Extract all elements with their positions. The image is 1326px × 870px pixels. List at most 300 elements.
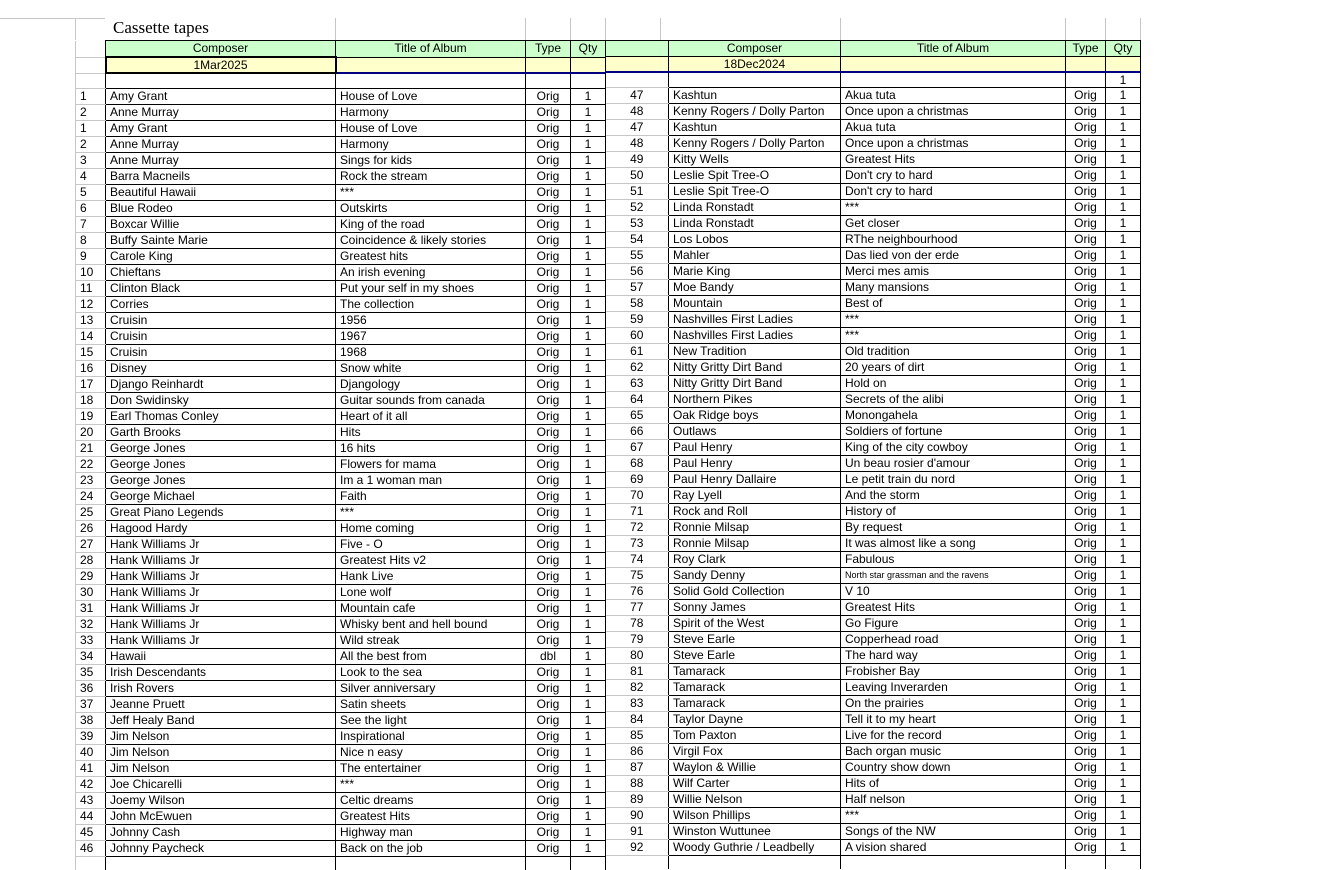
cell-composer[interactable]: Steve Earle <box>669 648 841 664</box>
cell-composer[interactable]: Barra Macneils <box>106 169 336 185</box>
cell-album-title[interactable]: Leaving Inverarden <box>841 680 1066 696</box>
cell-row-number[interactable]: 13 <box>76 313 106 329</box>
cell-row-number[interactable]: 57 <box>606 280 669 296</box>
cell-composer[interactable]: Hank Williams Jr <box>106 617 336 633</box>
cell-qty[interactable]: 1 <box>571 249 606 265</box>
cell-composer[interactable]: Virgil Fox <box>669 744 841 760</box>
cell-album-title[interactable]: On the prairies <box>841 696 1066 712</box>
cell-album-title[interactable]: *** <box>336 777 526 793</box>
cell-album-title[interactable] <box>336 73 526 89</box>
cell-type[interactable]: Orig <box>1066 232 1106 248</box>
cell-row-number[interactable]: 67 <box>606 440 669 456</box>
cell-album-title[interactable]: It was almost like a song <box>841 536 1066 552</box>
cell-album-title[interactable]: Rock the stream <box>336 169 526 185</box>
cell-row-number[interactable]: 70 <box>606 488 669 504</box>
cell-qty[interactable]: 1 <box>1106 248 1141 264</box>
cell-album-title[interactable]: Look to the sea <box>336 665 526 681</box>
cell-qty[interactable]: 1 <box>1106 680 1141 696</box>
cell-album-title[interactable]: History of <box>841 504 1066 520</box>
cell-composer[interactable]: Anne Murray <box>106 105 336 121</box>
cell-row-number[interactable]: 41 <box>76 761 106 777</box>
date-cell-selected[interactable]: 1Mar2025 <box>106 57 336 73</box>
cell-type[interactable]: Orig <box>1066 824 1106 840</box>
cell-qty[interactable]: 1 <box>1106 664 1141 680</box>
cell-composer[interactable]: Tom Paxton <box>669 728 841 744</box>
cell-type[interactable]: Orig <box>1066 840 1106 856</box>
cell-album-title[interactable]: Hold on <box>841 376 1066 392</box>
cell-composer[interactable]: Roy Clark <box>669 552 841 568</box>
cell-type[interactable]: Orig <box>526 393 571 409</box>
cell-album-title[interactable]: 16 hits <box>336 441 526 457</box>
cell-composer[interactable]: Hagood Hardy <box>106 521 336 537</box>
cell-row-number[interactable]: 82 <box>606 680 669 696</box>
cell-composer[interactable]: Kitty Wells <box>669 152 841 168</box>
cell-composer[interactable]: Nashvilles First Ladies <box>669 312 841 328</box>
cell-album-title[interactable]: Harmony <box>336 105 526 121</box>
date-row-cell[interactable] <box>526 57 571 73</box>
cell-album-title[interactable]: Five - O <box>336 537 526 553</box>
header-qty[interactable]: Qty <box>571 41 606 58</box>
cell-type[interactable]: Orig <box>1066 616 1106 632</box>
cell-album-title[interactable]: Snow white <box>336 361 526 377</box>
cell-row-number[interactable]: 42 <box>76 777 106 793</box>
cell-row-number[interactable]: 66 <box>606 424 669 440</box>
cell-row-number[interactable]: 26 <box>76 521 106 537</box>
cell-composer[interactable]: Leslie Spit Tree-O <box>669 184 841 200</box>
cell-row-number[interactable]: 79 <box>606 632 669 648</box>
cell-composer[interactable]: Anne Murray <box>106 153 336 169</box>
cell-row-number[interactable]: 1 <box>76 89 106 105</box>
cell-composer[interactable]: Leslie Spit Tree-O <box>669 168 841 184</box>
cell-album-title[interactable]: Heart of it all <box>336 409 526 425</box>
cell-album-title[interactable]: Hits <box>336 425 526 441</box>
cell-qty[interactable]: 1 <box>571 809 606 825</box>
cell-row-number[interactable]: 16 <box>76 361 106 377</box>
cell-qty[interactable]: 1 <box>1106 376 1141 392</box>
cell-composer[interactable]: Johnny Paycheck <box>106 841 336 857</box>
cell-composer[interactable]: Spirit of the West <box>669 616 841 632</box>
cell-album-title[interactable]: Secrets of the alibi <box>841 392 1066 408</box>
cell-type[interactable]: Orig <box>526 409 571 425</box>
cell-qty[interactable]: 1 <box>571 105 606 121</box>
cell-composer[interactable]: Jeff Healy Band <box>106 713 336 729</box>
cell-qty[interactable]: 1 <box>571 89 606 105</box>
cell-row-number[interactable]: 30 <box>76 585 106 601</box>
cell-composer[interactable]: Garth Brooks <box>106 425 336 441</box>
cell-type[interactable]: Orig <box>1066 312 1106 328</box>
cell-qty[interactable]: 1 <box>1106 488 1141 504</box>
cell-row-number[interactable]: 19 <box>76 409 106 425</box>
cell-row-number[interactable]: 8 <box>76 233 106 249</box>
cell-album-title[interactable]: Das lied von der erde <box>841 248 1066 264</box>
cell-album-title[interactable]: *** <box>841 808 1066 824</box>
cell-type[interactable]: Orig <box>1066 344 1106 360</box>
cell-type[interactable]: Orig <box>526 521 571 537</box>
cell-composer[interactable]: George Michael <box>106 489 336 505</box>
cell-composer[interactable]: Sandy Denny <box>669 568 841 584</box>
cell-composer[interactable]: Hank Williams Jr <box>106 537 336 553</box>
cell-qty[interactable]: 1 <box>571 233 606 249</box>
corner-cell[interactable] <box>606 41 669 57</box>
cell-type[interactable]: Orig <box>526 729 571 745</box>
cell-qty[interactable]: 1 <box>1106 344 1141 360</box>
cell-album-title[interactable]: Live for the record <box>841 728 1066 744</box>
cell-qty[interactable]: 1 <box>571 201 606 217</box>
cell-album-title[interactable]: Inspirational <box>336 729 526 745</box>
cell-qty[interactable]: 1 <box>571 585 606 601</box>
cell-qty[interactable]: 1 <box>571 329 606 345</box>
cell-qty[interactable]: 1 <box>571 153 606 169</box>
cell-type[interactable]: Orig <box>526 841 571 857</box>
cell-album-title[interactable]: Celtic dreams <box>336 793 526 809</box>
cell-qty[interactable]: 1 <box>1106 584 1141 600</box>
date-row-cell[interactable] <box>571 57 606 73</box>
cell-row-number[interactable]: 63 <box>606 376 669 392</box>
cell-album-title[interactable]: The entertainer <box>336 761 526 777</box>
cell-type[interactable]: Orig <box>526 297 571 313</box>
cell-composer[interactable]: George Jones <box>106 473 336 489</box>
cell-composer[interactable]: Waylon & Willie <box>669 760 841 776</box>
cell-album-title[interactable]: 1967 <box>336 329 526 345</box>
cell-qty[interactable]: 1 <box>1106 760 1141 776</box>
cell-composer[interactable]: Clinton Black <box>106 281 336 297</box>
header-composer[interactable]: Composer <box>106 41 336 58</box>
cell-qty[interactable]: 1 <box>1106 456 1141 472</box>
empty-cell[interactable] <box>526 857 571 870</box>
cell-type[interactable]: Orig <box>1066 328 1106 344</box>
cell-qty[interactable]: 1 <box>571 473 606 489</box>
cell-type[interactable]: Orig <box>526 265 571 281</box>
cell-composer[interactable]: Linda Ronstadt <box>669 200 841 216</box>
cell-album-title[interactable]: An irish evening <box>336 265 526 281</box>
cell-album-title[interactable]: Satin sheets <box>336 697 526 713</box>
cell-type[interactable]: Orig <box>1066 472 1106 488</box>
cell-album-title[interactable]: Go Figure <box>841 616 1066 632</box>
cell-album-title[interactable]: See the light <box>336 713 526 729</box>
cell-type[interactable]: Orig <box>1066 520 1106 536</box>
cell-type[interactable]: Orig <box>1066 296 1106 312</box>
cell-type[interactable]: Orig <box>526 217 571 233</box>
cell-type[interactable]: Orig <box>1066 808 1106 824</box>
cell-composer[interactable]: George Jones <box>106 457 336 473</box>
cell-type[interactable]: Orig <box>1066 600 1106 616</box>
cell-row-number[interactable]: 90 <box>606 808 669 824</box>
cell-album-title[interactable]: Once upon a christmas <box>841 136 1066 152</box>
cell-row-number[interactable]: 55 <box>606 248 669 264</box>
cell-qty[interactable]: 1 <box>571 537 606 553</box>
cell-album-title[interactable]: Nice n easy <box>336 745 526 761</box>
cell-qty[interactable]: 1 <box>1106 312 1141 328</box>
cell-row-number[interactable]: 83 <box>606 696 669 712</box>
cell-row-number[interactable]: 51 <box>606 184 669 200</box>
cell-album-title[interactable]: Monongahela <box>841 408 1066 424</box>
cell-type[interactable]: Orig <box>526 473 571 489</box>
cell-type[interactable]: Orig <box>1066 744 1106 760</box>
empty-cell[interactable] <box>669 856 841 870</box>
cell-album-title[interactable]: Highway man <box>336 825 526 841</box>
corner-cell[interactable] <box>76 41 106 58</box>
cell-composer[interactable]: Paul Henry Dallaire <box>669 472 841 488</box>
cell-row-number[interactable]: 73 <box>606 536 669 552</box>
cell-qty[interactable]: 1 <box>571 761 606 777</box>
cell-composer[interactable]: Great Piano Legends <box>106 505 336 521</box>
cell-album-title[interactable]: *** <box>336 505 526 521</box>
cell-album-title[interactable]: Akua tuta <box>841 88 1066 104</box>
empty-cell[interactable] <box>571 857 606 870</box>
cell-type[interactable]: Orig <box>526 793 571 809</box>
cell-album-title[interactable]: Half nelson <box>841 792 1066 808</box>
cell-qty[interactable]: 1 <box>1106 104 1141 120</box>
cell-album-title[interactable]: Tell it to my heart <box>841 712 1066 728</box>
cell-row-number[interactable]: 89 <box>606 792 669 808</box>
cell-qty[interactable]: 1 <box>1106 712 1141 728</box>
cell-row-number[interactable]: 21 <box>76 441 106 457</box>
cell-composer[interactable]: George Jones <box>106 441 336 457</box>
cell-row-number[interactable]: 14 <box>76 329 106 345</box>
cell-album-title[interactable]: Greatest Hits <box>841 600 1066 616</box>
cell-qty[interactable]: 1 <box>571 297 606 313</box>
cell-row-number[interactable]: 12 <box>76 297 106 313</box>
cell-type[interactable]: Orig <box>1066 88 1106 104</box>
cell-composer[interactable]: Rock and Roll <box>669 504 841 520</box>
cell-composer[interactable]: Anne Murray <box>106 137 336 153</box>
cell-album-title[interactable]: RThe neighbourhood <box>841 232 1066 248</box>
cell-row-number[interactable]: 88 <box>606 776 669 792</box>
cell-row-number[interactable]: 17 <box>76 377 106 393</box>
cell-qty[interactable]: 1 <box>571 361 606 377</box>
cell-row-number[interactable]: 52 <box>606 200 669 216</box>
cell-type[interactable]: Orig <box>1066 248 1106 264</box>
cell-type[interactable]: Orig <box>526 441 571 457</box>
cell-composer[interactable]: Boxcar Willie <box>106 217 336 233</box>
cell-row-number[interactable]: 62 <box>606 360 669 376</box>
cell-composer[interactable]: Mountain <box>669 296 841 312</box>
cell-type[interactable]: Orig <box>1066 584 1106 600</box>
cell-qty[interactable]: 1 <box>571 345 606 361</box>
cell-composer[interactable]: Kashtun <box>669 120 841 136</box>
cell-qty[interactable]: 1 <box>1106 552 1141 568</box>
cell-qty[interactable]: 1 <box>1106 200 1141 216</box>
cell-row-number[interactable]: 85 <box>606 728 669 744</box>
cell-album-title[interactable]: Harmony <box>336 137 526 153</box>
header-composer[interactable]: Composer <box>669 41 841 57</box>
cell-row-number[interactable]: 7 <box>76 217 106 233</box>
cell-row-number[interactable]: 33 <box>76 633 106 649</box>
cell-type[interactable]: Orig <box>1066 504 1106 520</box>
cell-type[interactable]: Orig <box>1066 152 1106 168</box>
cell-qty[interactable]: 1 <box>1106 568 1141 584</box>
cell-type[interactable]: Orig <box>526 361 571 377</box>
cell-composer[interactable]: New Tradition <box>669 344 841 360</box>
cell-qty[interactable]: 1 <box>1106 408 1141 424</box>
cell-row-number[interactable]: 47 <box>606 88 669 104</box>
cell-type[interactable]: Orig <box>526 185 571 201</box>
cell-album-title[interactable]: 20 years of dirt <box>841 360 1066 376</box>
cell-album-title[interactable]: All the best from <box>336 649 526 665</box>
cell-qty[interactable]: 1 <box>571 553 606 569</box>
cell-type[interactable]: Orig <box>1066 552 1106 568</box>
cell-row-number[interactable]: 78 <box>606 616 669 632</box>
cell-type[interactable]: Orig <box>526 105 571 121</box>
cell-composer[interactable]: Hank Williams Jr <box>106 601 336 617</box>
cell-qty[interactable]: 1 <box>1106 360 1141 376</box>
cell-row-number[interactable]: 43 <box>76 793 106 809</box>
cell-type[interactable]: Orig <box>1066 200 1106 216</box>
cell-row-number[interactable]: 81 <box>606 664 669 680</box>
cell-row-number[interactable]: 20 <box>76 425 106 441</box>
cell-row-number[interactable]: 91 <box>606 824 669 840</box>
cell-row-number[interactable]: 71 <box>606 504 669 520</box>
cell-composer[interactable]: Woody Guthrie / Leadbelly <box>669 840 841 856</box>
cell-row-number[interactable]: 40 <box>76 745 106 761</box>
cell-type[interactable]: Orig <box>1066 568 1106 584</box>
cell-qty[interactable]: 1 <box>1106 392 1141 408</box>
cell-row-number[interactable]: 74 <box>606 552 669 568</box>
cell-composer[interactable]: Paul Henry <box>669 440 841 456</box>
date-row-cell[interactable] <box>1106 57 1141 73</box>
cell-qty[interactable]: 1 <box>571 121 606 137</box>
cell-type[interactable]: Orig <box>526 89 571 105</box>
cell-row-number[interactable]: 68 <box>606 456 669 472</box>
cell-qty[interactable]: 1 <box>571 521 606 537</box>
header-qty[interactable]: Qty <box>1106 41 1141 57</box>
cell-composer[interactable]: Kenny Rogers / Dolly Parton <box>669 136 841 152</box>
cell-qty[interactable]: 1 <box>1106 808 1141 824</box>
cell-album-title[interactable]: Frobisher Bay <box>841 664 1066 680</box>
cell-qty[interactable]: 1 <box>571 841 606 857</box>
cell-album-title[interactable]: A vision shared <box>841 840 1066 856</box>
cell-type[interactable]: Orig <box>1066 696 1106 712</box>
cell-album-title[interactable]: Country show down <box>841 760 1066 776</box>
header-type[interactable]: Type <box>1066 41 1106 57</box>
cell-album-title[interactable]: Bach organ music <box>841 744 1066 760</box>
cell-qty[interactable]: 1 <box>571 441 606 457</box>
cell-album-title[interactable]: 1956 <box>336 313 526 329</box>
cell-type[interactable]: Orig <box>1066 264 1106 280</box>
cell-album-title[interactable]: House of Love <box>336 121 526 137</box>
cell-row-number[interactable]: 48 <box>606 136 669 152</box>
cell-qty[interactable]: 1 <box>1106 632 1141 648</box>
cell-type[interactable]: Orig <box>526 697 571 713</box>
date-cell[interactable]: 18Dec2024 <box>669 57 841 73</box>
cell-row-number[interactable]: 11 <box>76 281 106 297</box>
cell-qty[interactable]: 1 <box>571 617 606 633</box>
cell-type[interactable] <box>1066 72 1106 88</box>
cell-composer[interactable]: Tamarack <box>669 664 841 680</box>
cell-album-title[interactable]: Silver anniversary <box>336 681 526 697</box>
cell-composer[interactable]: Earl Thomas Conley <box>106 409 336 425</box>
cell-composer[interactable]: Oak Ridge boys <box>669 408 841 424</box>
cell-qty[interactable]: 1 <box>1106 824 1141 840</box>
cell-composer[interactable]: Hank Williams Jr <box>106 585 336 601</box>
cell-row-number[interactable]: 5 <box>76 185 106 201</box>
cell-type[interactable]: Orig <box>526 457 571 473</box>
cell-type[interactable]: Orig <box>526 425 571 441</box>
cell-type[interactable]: Orig <box>1066 184 1106 200</box>
cell-composer[interactable]: Amy Grant <box>106 89 336 105</box>
cell-type[interactable]: Orig <box>1066 632 1106 648</box>
cell-album-title[interactable]: And the storm <box>841 488 1066 504</box>
cell-row-number[interactable]: 58 <box>606 296 669 312</box>
cell-type[interactable]: Orig <box>1066 104 1106 120</box>
cell-row-number[interactable]: 48 <box>606 104 669 120</box>
cell-row-number[interactable]: 87 <box>606 760 669 776</box>
date-row-cell[interactable] <box>1066 57 1106 73</box>
cell-qty[interactable]: 1 <box>1106 264 1141 280</box>
cell-qty[interactable]: 1 <box>1106 792 1141 808</box>
cell-qty[interactable]: 1 <box>571 681 606 697</box>
cell-qty[interactable]: 1 <box>1106 520 1141 536</box>
cell-composer[interactable]: Tamarack <box>669 696 841 712</box>
cell-composer[interactable]: Irish Rovers <box>106 681 336 697</box>
cell-composer[interactable]: Moe Bandy <box>669 280 841 296</box>
cell-type[interactable]: Orig <box>526 313 571 329</box>
cell-type[interactable]: Orig <box>526 489 571 505</box>
cell-album-title[interactable]: Get closer <box>841 216 1066 232</box>
cell-type[interactable]: Orig <box>526 153 571 169</box>
cell-qty[interactable]: 1 <box>571 601 606 617</box>
cell-composer[interactable]: Kenny Rogers / Dolly Parton <box>669 104 841 120</box>
cell-row-number[interactable]: 9 <box>76 249 106 265</box>
cell-composer[interactable]: Carole King <box>106 249 336 265</box>
cell-type[interactable]: Orig <box>526 137 571 153</box>
cell-row-number[interactable]: 61 <box>606 344 669 360</box>
cell-type[interactable]: Orig <box>526 553 571 569</box>
cell-composer[interactable]: Nitty Gritty Dirt Band <box>669 360 841 376</box>
cell-qty[interactable]: 1 <box>571 713 606 729</box>
cell-album-title[interactable]: Soldiers of fortune <box>841 424 1066 440</box>
cell-qty[interactable]: 1 <box>571 649 606 665</box>
cell-album-title[interactable]: Lone wolf <box>336 585 526 601</box>
corner-cell[interactable] <box>76 57 106 73</box>
cell-composer[interactable]: Django Reinhardt <box>106 377 336 393</box>
cell-album-title[interactable]: *** <box>841 328 1066 344</box>
cell-album-title[interactable]: Fabulous <box>841 552 1066 568</box>
cell-album-title[interactable]: Wild streak <box>336 633 526 649</box>
cell-composer[interactable]: Jim Nelson <box>106 729 336 745</box>
cell-composer[interactable]: Beautiful Hawaii <box>106 185 336 201</box>
cell-qty[interactable]: 1 <box>571 569 606 585</box>
cell-composer[interactable]: Cruisin <box>106 313 336 329</box>
cell-type[interactable]: Orig <box>526 633 571 649</box>
cell-composer[interactable]: Los Lobos <box>669 232 841 248</box>
cell-album-title[interactable]: Don't cry to hard <box>841 168 1066 184</box>
cell-qty[interactable]: 1 <box>571 777 606 793</box>
header-type[interactable]: Type <box>526 41 571 58</box>
cell-album-title[interactable]: Mountain cafe <box>336 601 526 617</box>
cell-type[interactable]: Orig <box>1066 120 1106 136</box>
cell-qty[interactable]: 1 <box>571 825 606 841</box>
cell-row-number[interactable]: 4 <box>76 169 106 185</box>
cell-album-title[interactable]: Old tradition <box>841 344 1066 360</box>
cell-type[interactable]: Orig <box>1066 536 1106 552</box>
cell-qty[interactable]: 1 <box>1106 776 1141 792</box>
cell-composer[interactable]: Joemy Wilson <box>106 793 336 809</box>
cell-composer[interactable]: Sonny James <box>669 600 841 616</box>
cell-qty[interactable]: 1 <box>571 409 606 425</box>
cell-type[interactable]: Orig <box>526 809 571 825</box>
cell-album-title[interactable]: The collection <box>336 297 526 313</box>
cell-row-number[interactable]: 59 <box>606 312 669 328</box>
cell-row-number[interactable]: 2 <box>76 137 106 153</box>
cell-composer[interactable]: Wilf Carter <box>669 776 841 792</box>
cell-row-number[interactable]: 45 <box>76 825 106 841</box>
cell-qty[interactable]: 1 <box>571 393 606 409</box>
cell-row-number[interactable]: 35 <box>76 665 106 681</box>
cell-type[interactable]: Orig <box>1066 664 1106 680</box>
cell-composer[interactable]: Blue Rodeo <box>106 201 336 217</box>
cell-row-number[interactable]: 44 <box>76 809 106 825</box>
